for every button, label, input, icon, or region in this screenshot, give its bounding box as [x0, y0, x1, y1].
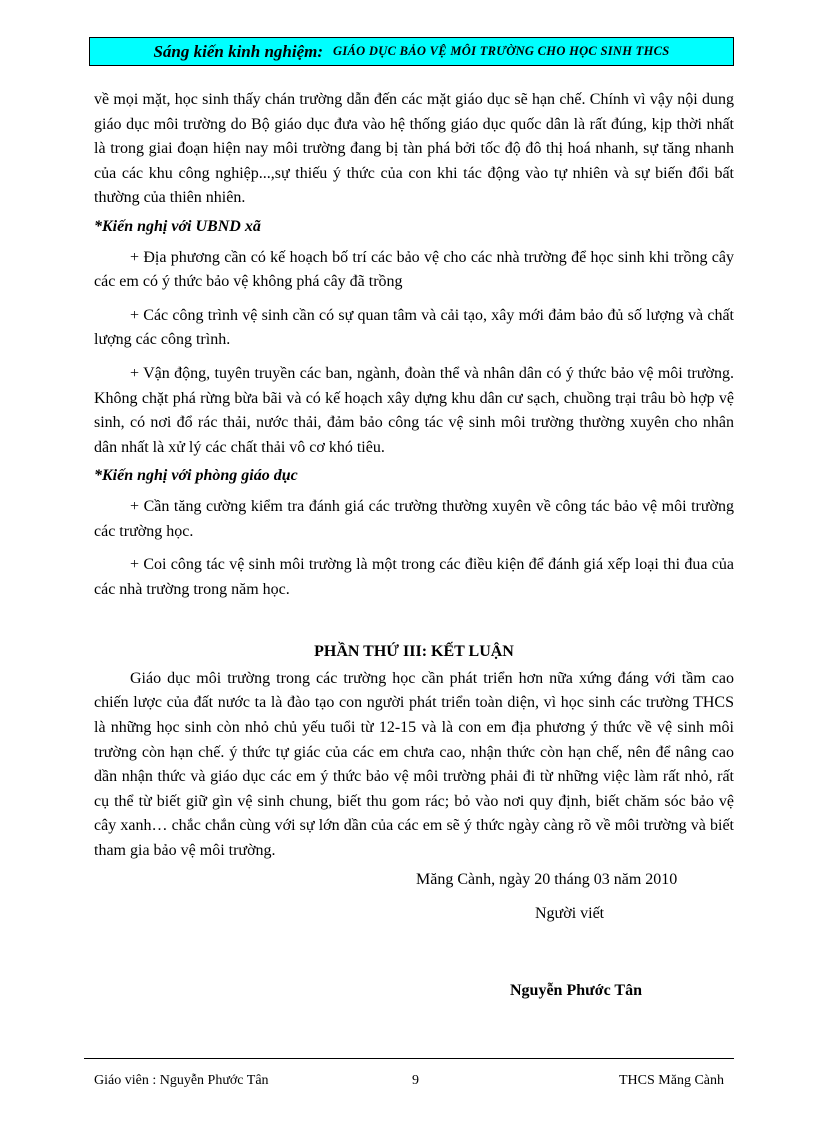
page-header — [89, 37, 734, 66]
recommendation-ubnd-2: + Các công trình vệ sinh cần có sự quan tâm và cải tạo, xây mới đảm bảo đủ số lượng và chất lượng các công trình. — [94, 306, 734, 349]
recommendation-pgd-2: + Coi công tác vệ sinh môi trường là một trong các điều kiện để đánh giá xếp loại thi đua của các nhà trường trong năm học. — [94, 556, 734, 598]
document-body — [94, 88, 734, 1003]
writer-label: Người viết — [535, 905, 605, 923]
page-footer — [94, 1073, 724, 1089]
heading-pgd: *Kiến nghị với phòng giáo dục — [94, 467, 298, 485]
paragraph-conclusion: Giáo dục môi trường trong các trường học cần phát triển hơn nữa xứng đáng với tầm cao chiến lược của đất nước ta là đào tạo con người phát triển toàn diện, vì học sinh các trường THCS là những học sinh còn nhỏ chủ yếu tuổi từ 12-15 và là con em địa phương ý thức về vệ sinh môi trường còn hạn chế. ý thức tự giác của các em chưa cao, nhận thức còn hạn chế, nên để nâng cao dần nhận thức và giáo dục các em ý thức bảo vệ môi trường phải đi từ những việc làm rất nhỏ, rất cụ thể từ biết giữ gìn vệ sinh chung, biết thu gom rác; bỏ vào nơi quy định, biết chăm sóc bảo vệ cây xanh… chắc chắn cùng với sự lớn dần của các em sẽ ý thức ngày càng rõ về môi trường và biết tham gia bảo vệ môi trường. — [94, 669, 734, 860]
footer-divider — [84, 1058, 734, 1059]
header-title-right: GIÁO DỤC BẢO VỆ MÔI TRƯỜNG CHO HỌC SINH THCS — [333, 44, 670, 58]
recommendation-ubnd-3: + Vận động, tuyên truyền các ban, ngành, đoàn thể và nhân dân có ý thức bảo vệ môi trường. Không chặt phá rừng bừa bãi và có kế hoạch xây dựng khu dân cư sạch, chuồng trại trâu bò hợp vệ sinh, có nơi đổ rác thải, nước thải, đảm bảo công tác vệ sinh môi trường thường xuyên cho nhân dân nhất là xử lý các chất thải vô cơ khó tiêu. — [94, 364, 734, 456]
recommendation-ubnd-1: + Địa phương cần có kế hoạch bố trí các bảo vệ cho các nhà trường để học sinh khi trồng cây các em có ý thức bảo vệ không phá cây đã trồng — [94, 248, 734, 291]
recommendation-pgd-1: + Cần tăng cường kiểm tra đánh giá các trường thường xuyên về công tác bảo vệ môi trường các trường học. — [94, 497, 734, 540]
signer-name: Nguyễn Phước Tân — [510, 981, 642, 999]
header-title-left: Sáng kiến kinh nghiệm: — [153, 41, 324, 61]
section-title: PHẦN THỨ III: KẾT LUẬN — [314, 643, 514, 661]
footer-school: THCS Măng Cành — [619, 1073, 724, 1088]
page-number: 9 — [412, 1073, 419, 1088]
paragraph-intro: về mọi mặt, học sinh thấy chán trường dẫn đến các mặt giáo dục sẽ hạn chế. Chính vì vậy nội dung giáo dục môi trường do Bộ giáo dục đưa vào hệ thống giáo dục quốc dân là rất đúng, kịp thời nhất là trong giai đoạn hiện nay môi trường đang bị tàn phá bởi tốc độ đô thị hoá nhanh, sự tăng nhanh của các khu công nghiệp...,sự thiếu ý thức của con khi tác động vào tự nhiên và sự biến đổi bất thường của thiên nhiên. — [94, 91, 734, 207]
footer-author: Giáo viên : Nguyễn Phước Tân — [94, 1073, 269, 1088]
heading-ubnd: *Kiến nghị với UBND xã — [94, 217, 261, 235]
place-date: Măng Cành, ngày 20 tháng 03 năm 2010 — [416, 870, 678, 888]
